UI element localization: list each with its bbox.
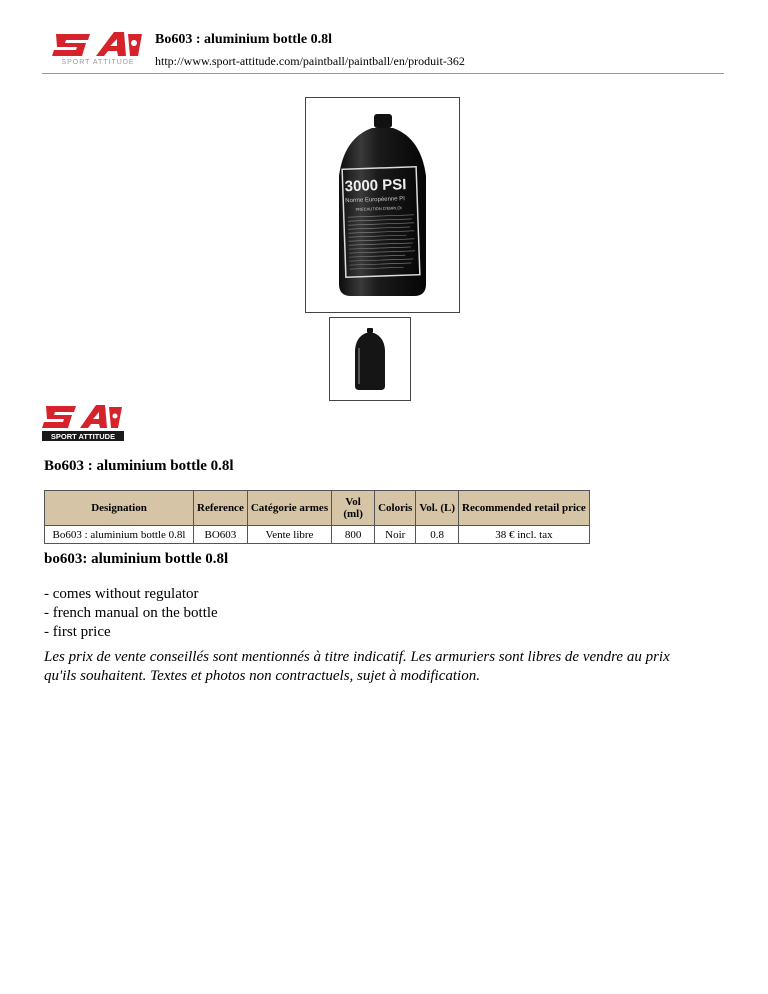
sport-attitude-logo [52,26,144,66]
page-url[interactable]: http://www.sport-attitude.com/paintball/paintball/en/produit-362 [155,54,465,68]
col-categorie: Catégorie armes [247,491,331,526]
product-main-image[interactable] [305,97,460,313]
col-coloris: Coloris [375,491,416,526]
col-price: Recommended retail price [459,491,590,526]
product-spec-table [44,490,590,544]
cell-designation: Bo603 : aluminium bottle 0.8l [45,526,194,544]
sport-attitude-logo-large [42,402,124,442]
col-vol-ml: Vol (ml) [332,491,375,526]
page-title: Bo603 : aluminium bottle 0.8l [155,32,332,47]
col-vol-l: Vol. (L) [416,491,459,526]
product-title: Bo603 : aluminium bottle 0.8l [44,458,234,474]
bottle-thumbnail-image [330,318,410,400]
svg-text:PRECAUTION D'EMPLOI: PRECAUTION D'EMPLOI [355,205,402,212]
list-item: - french manual on the bottle [44,605,218,621]
col-designation: Designation [45,491,194,526]
cell-price: 38 € incl. tax [459,526,590,544]
cell-vol-ml: 800 [332,526,375,544]
list-item: - first price [44,624,111,640]
table-row [45,526,590,544]
cell-reference: BO603 [194,526,248,544]
description-title: bo603: aluminium bottle 0.8l [44,551,229,567]
table-header-row [45,491,590,526]
header-divider [42,73,724,74]
svg-text:Norme Européenne PI: Norme Européenne PI [345,196,406,205]
list-item: - comes without regulator [44,586,199,602]
price-disclaimer: Les prix de vente conseillés sont mentionnés à titre indicatif. Les armuriers sont libres de vendre au prix qu'ils souhaitent. Textes et photos non contractuels, sujet à modification. [44,649,670,684]
cell-categorie: Vente libre [247,526,331,544]
product-thumbnail[interactable] [329,317,411,401]
cell-vol-l: 0.8 [416,526,459,544]
feature-list [44,585,218,642]
page-header [0,0,768,76]
svg-text:SPORT ATTITUDE: SPORT ATTITUDE [61,59,135,66]
cell-coloris: Noir [375,526,416,544]
bottle-image [306,98,459,312]
svg-text:SPORT ATTITUDE: SPORT ATTITUDE [50,432,116,441]
svg-text:3000 PSI: 3000 PSI [344,176,407,196]
col-reference: Reference [194,491,248,526]
